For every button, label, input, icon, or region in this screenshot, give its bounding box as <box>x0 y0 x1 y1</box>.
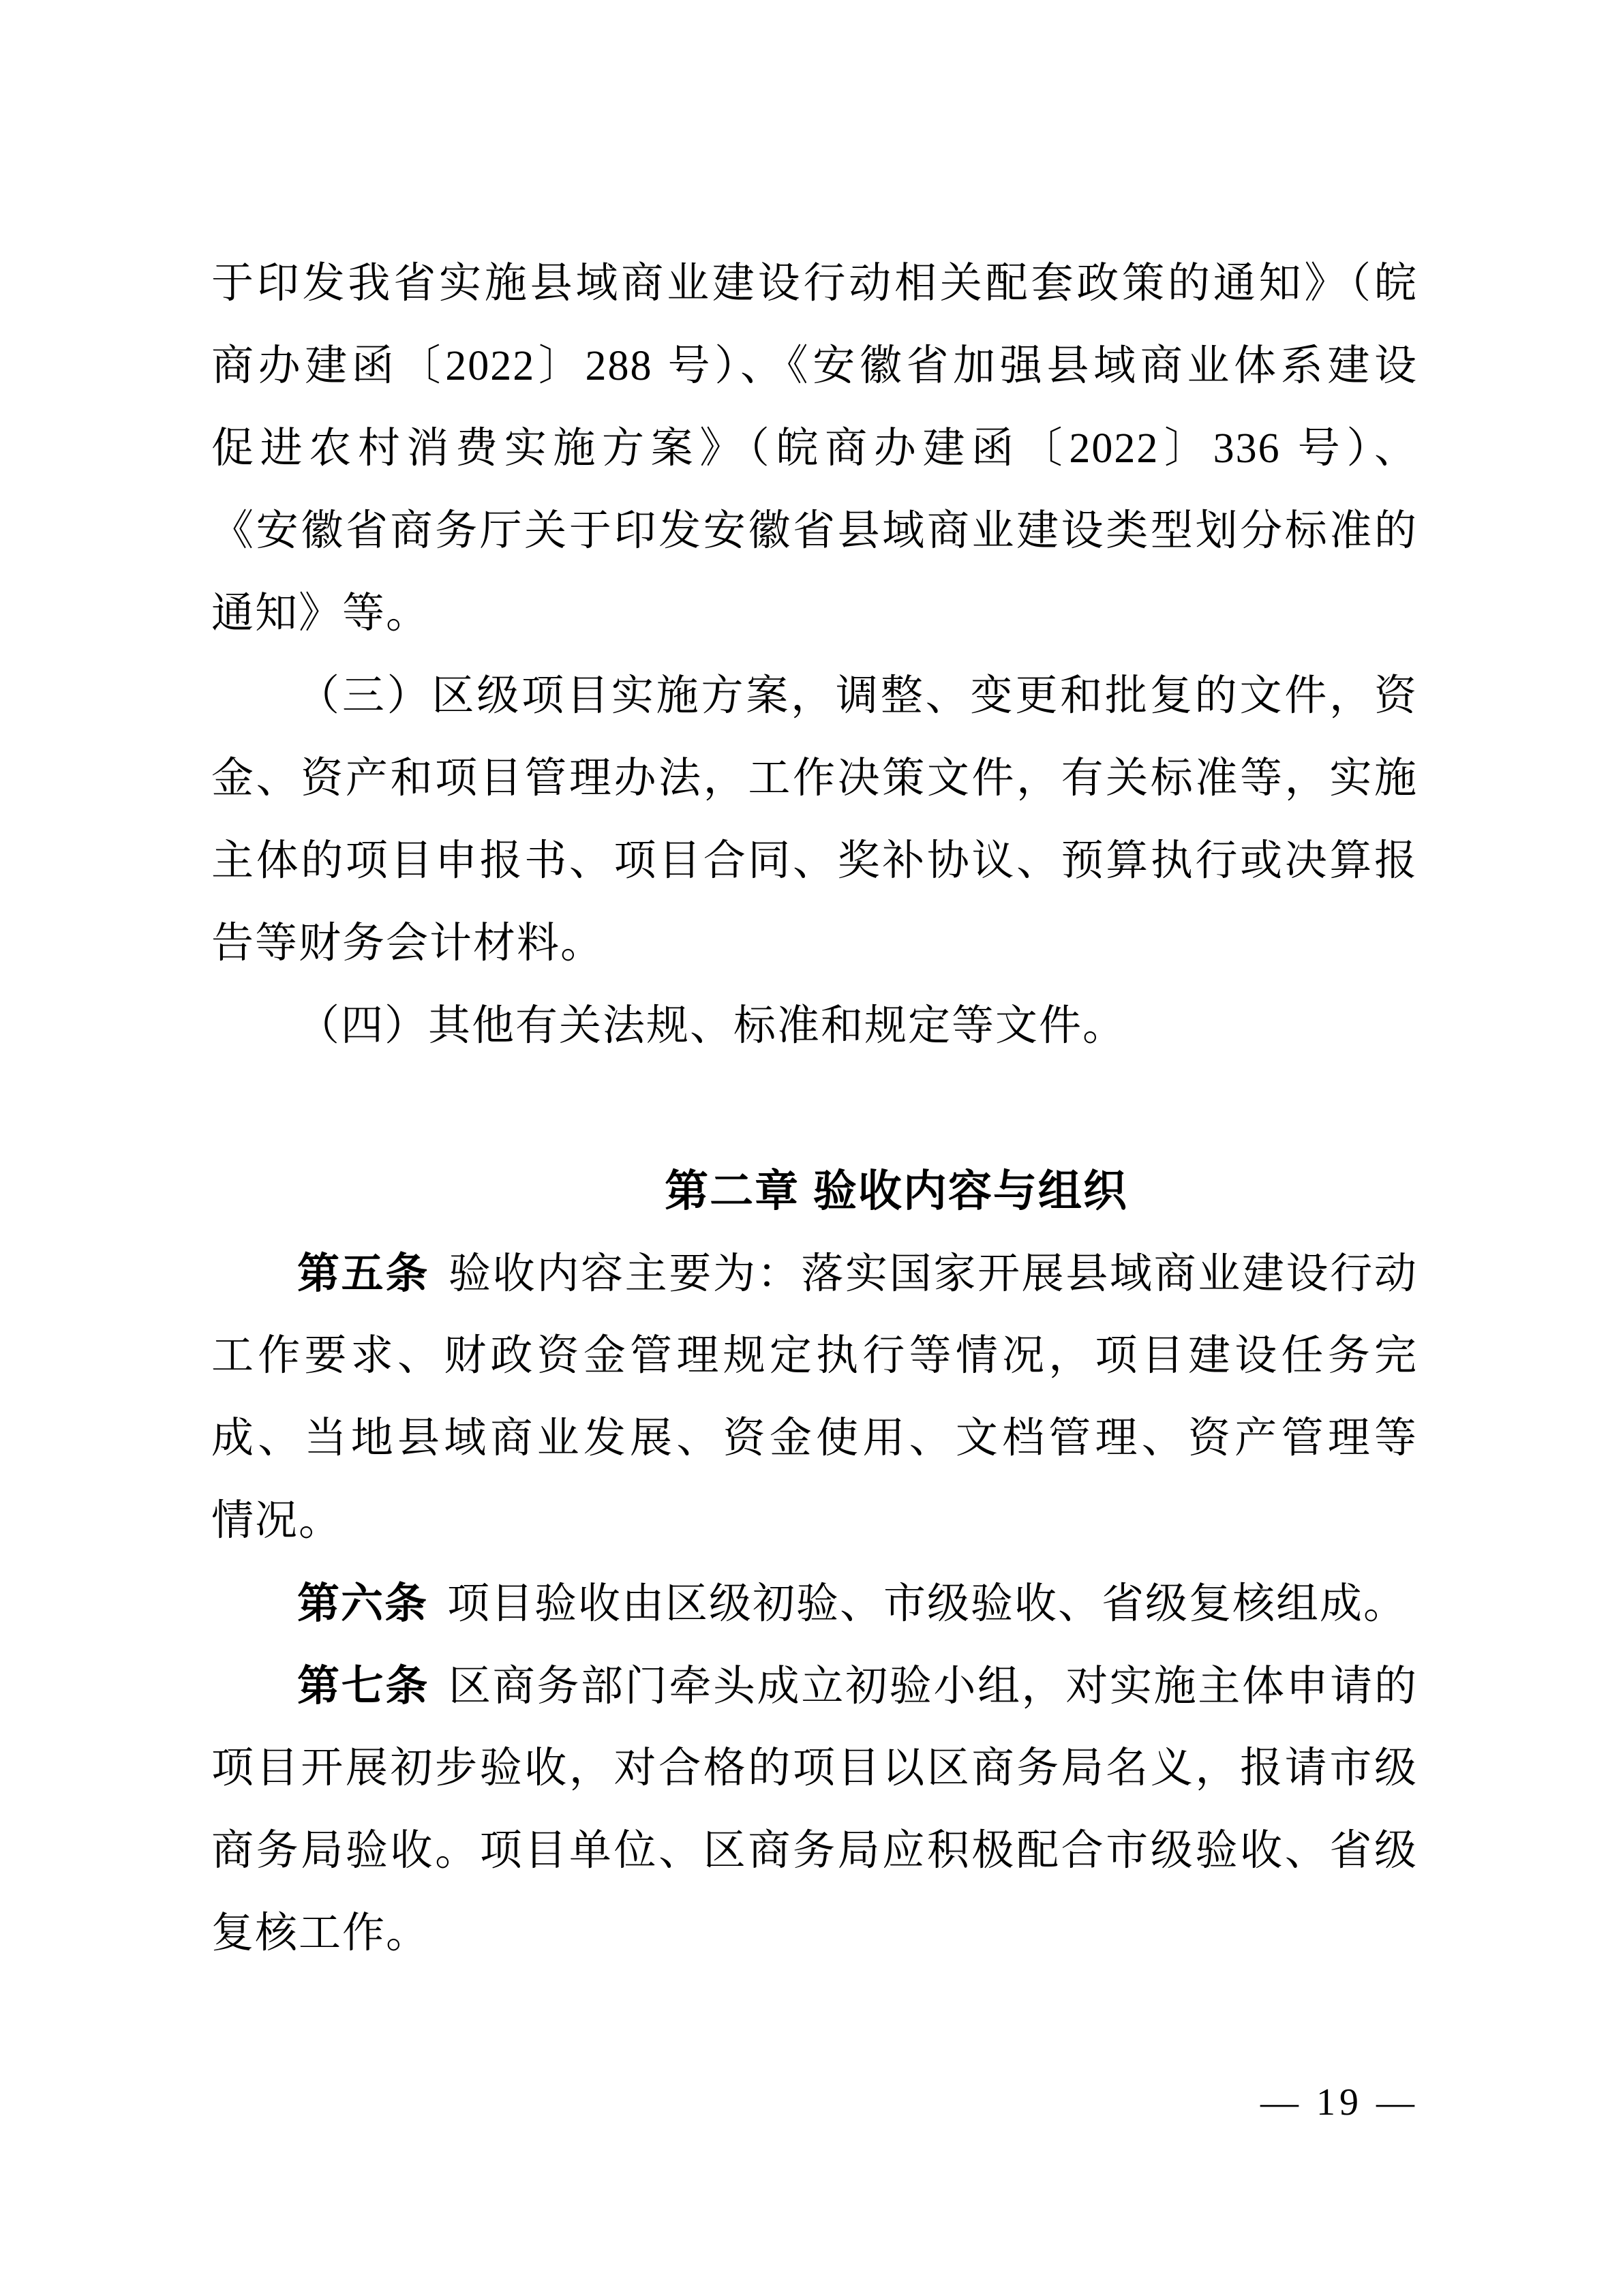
line-text: （三）区级项目实施方案，调整、变更和批复的文件，资 <box>297 673 1418 719</box>
text-line <box>211 490 1418 573</box>
line-text: 《安徽省商务厅关于印发安徽省县域商业建设类型划分标准的 <box>211 508 1418 554</box>
line-text: 复核工作。 <box>211 1910 430 1957</box>
line-text: 金、资产和项目管理办法，工作决策文件，有关标准等，实施 <box>211 755 1418 802</box>
clause-label: 第六条 <box>297 1580 429 1627</box>
text-line <box>211 408 1418 490</box>
line-text: 成、当地县域商业发展、资金使用、文档管理、资产管理等 <box>211 1415 1418 1462</box>
line-text: 于印发我省实施县域商业建设行动相关配套政策的通知》（皖 <box>211 260 1418 307</box>
line-text: 区商务部门牵头成立初验小组，对实施主体申请的 <box>449 1663 1418 1710</box>
text-line <box>211 1480 1418 1562</box>
line-text: （四）其他有关法规、标准和规定等文件。 <box>297 1003 1127 1049</box>
line-text: 主体的项目申报书、项目合同、奖补协议、预算执行或决算报 <box>211 838 1418 884</box>
blank-line <box>211 1068 1418 1150</box>
line-text: 项目验收由区级初验、市级验收、省级复核组成。 <box>447 1581 1408 1627</box>
line-text: 工作要求、财政资金管理规定执行等情况，项目建设任务完 <box>211 1333 1418 1379</box>
text-line <box>211 573 1418 655</box>
text-line <box>211 1315 1418 1398</box>
document-content <box>211 243 1418 1975</box>
text-line <box>211 903 1418 985</box>
line-text: 促进农村消费实施方案》（皖商办建函〔2022〕336 号）、 <box>211 425 1418 472</box>
chapter-heading: 第二章 验收内容与组织 <box>665 1166 1128 1215</box>
text-line <box>211 820 1418 903</box>
clause-label: 第七条 <box>297 1663 429 1710</box>
page-number: — 19 — <box>1260 2081 1419 2124</box>
text-line <box>211 655 1418 738</box>
text-line <box>211 1810 1418 1892</box>
line-text: 告等财务会计材料。 <box>211 920 605 967</box>
line-text: 商办建函〔2022〕288 号）、《安徽省加强县域商业体系建设 <box>211 343 1418 389</box>
line-text: 商务局验收。项目单位、区商务局应积极配合市级验收、省级 <box>211 1828 1418 1874</box>
clause-label: 第五条 <box>297 1250 429 1297</box>
line-text: 验收内容主要为：落实国家开展县域商业建设行动 <box>449 1251 1418 1297</box>
text-line <box>211 243 1418 325</box>
text-line <box>211 1398 1418 1480</box>
text-line <box>211 325 1418 408</box>
text-line <box>211 1645 1418 1727</box>
text-line <box>211 1892 1418 1975</box>
line-text: 通知》等。 <box>211 590 430 637</box>
text-line <box>211 985 1418 1068</box>
line-text: 情况。 <box>211 1498 343 1544</box>
text-line <box>211 1562 1418 1645</box>
text-line <box>211 738 1418 820</box>
text-line <box>211 1727 1418 1810</box>
text-line <box>211 1233 1418 1315</box>
line-text: 项目开展初步验收，对合格的项目以区商务局名义，报请市级 <box>211 1745 1418 1792</box>
